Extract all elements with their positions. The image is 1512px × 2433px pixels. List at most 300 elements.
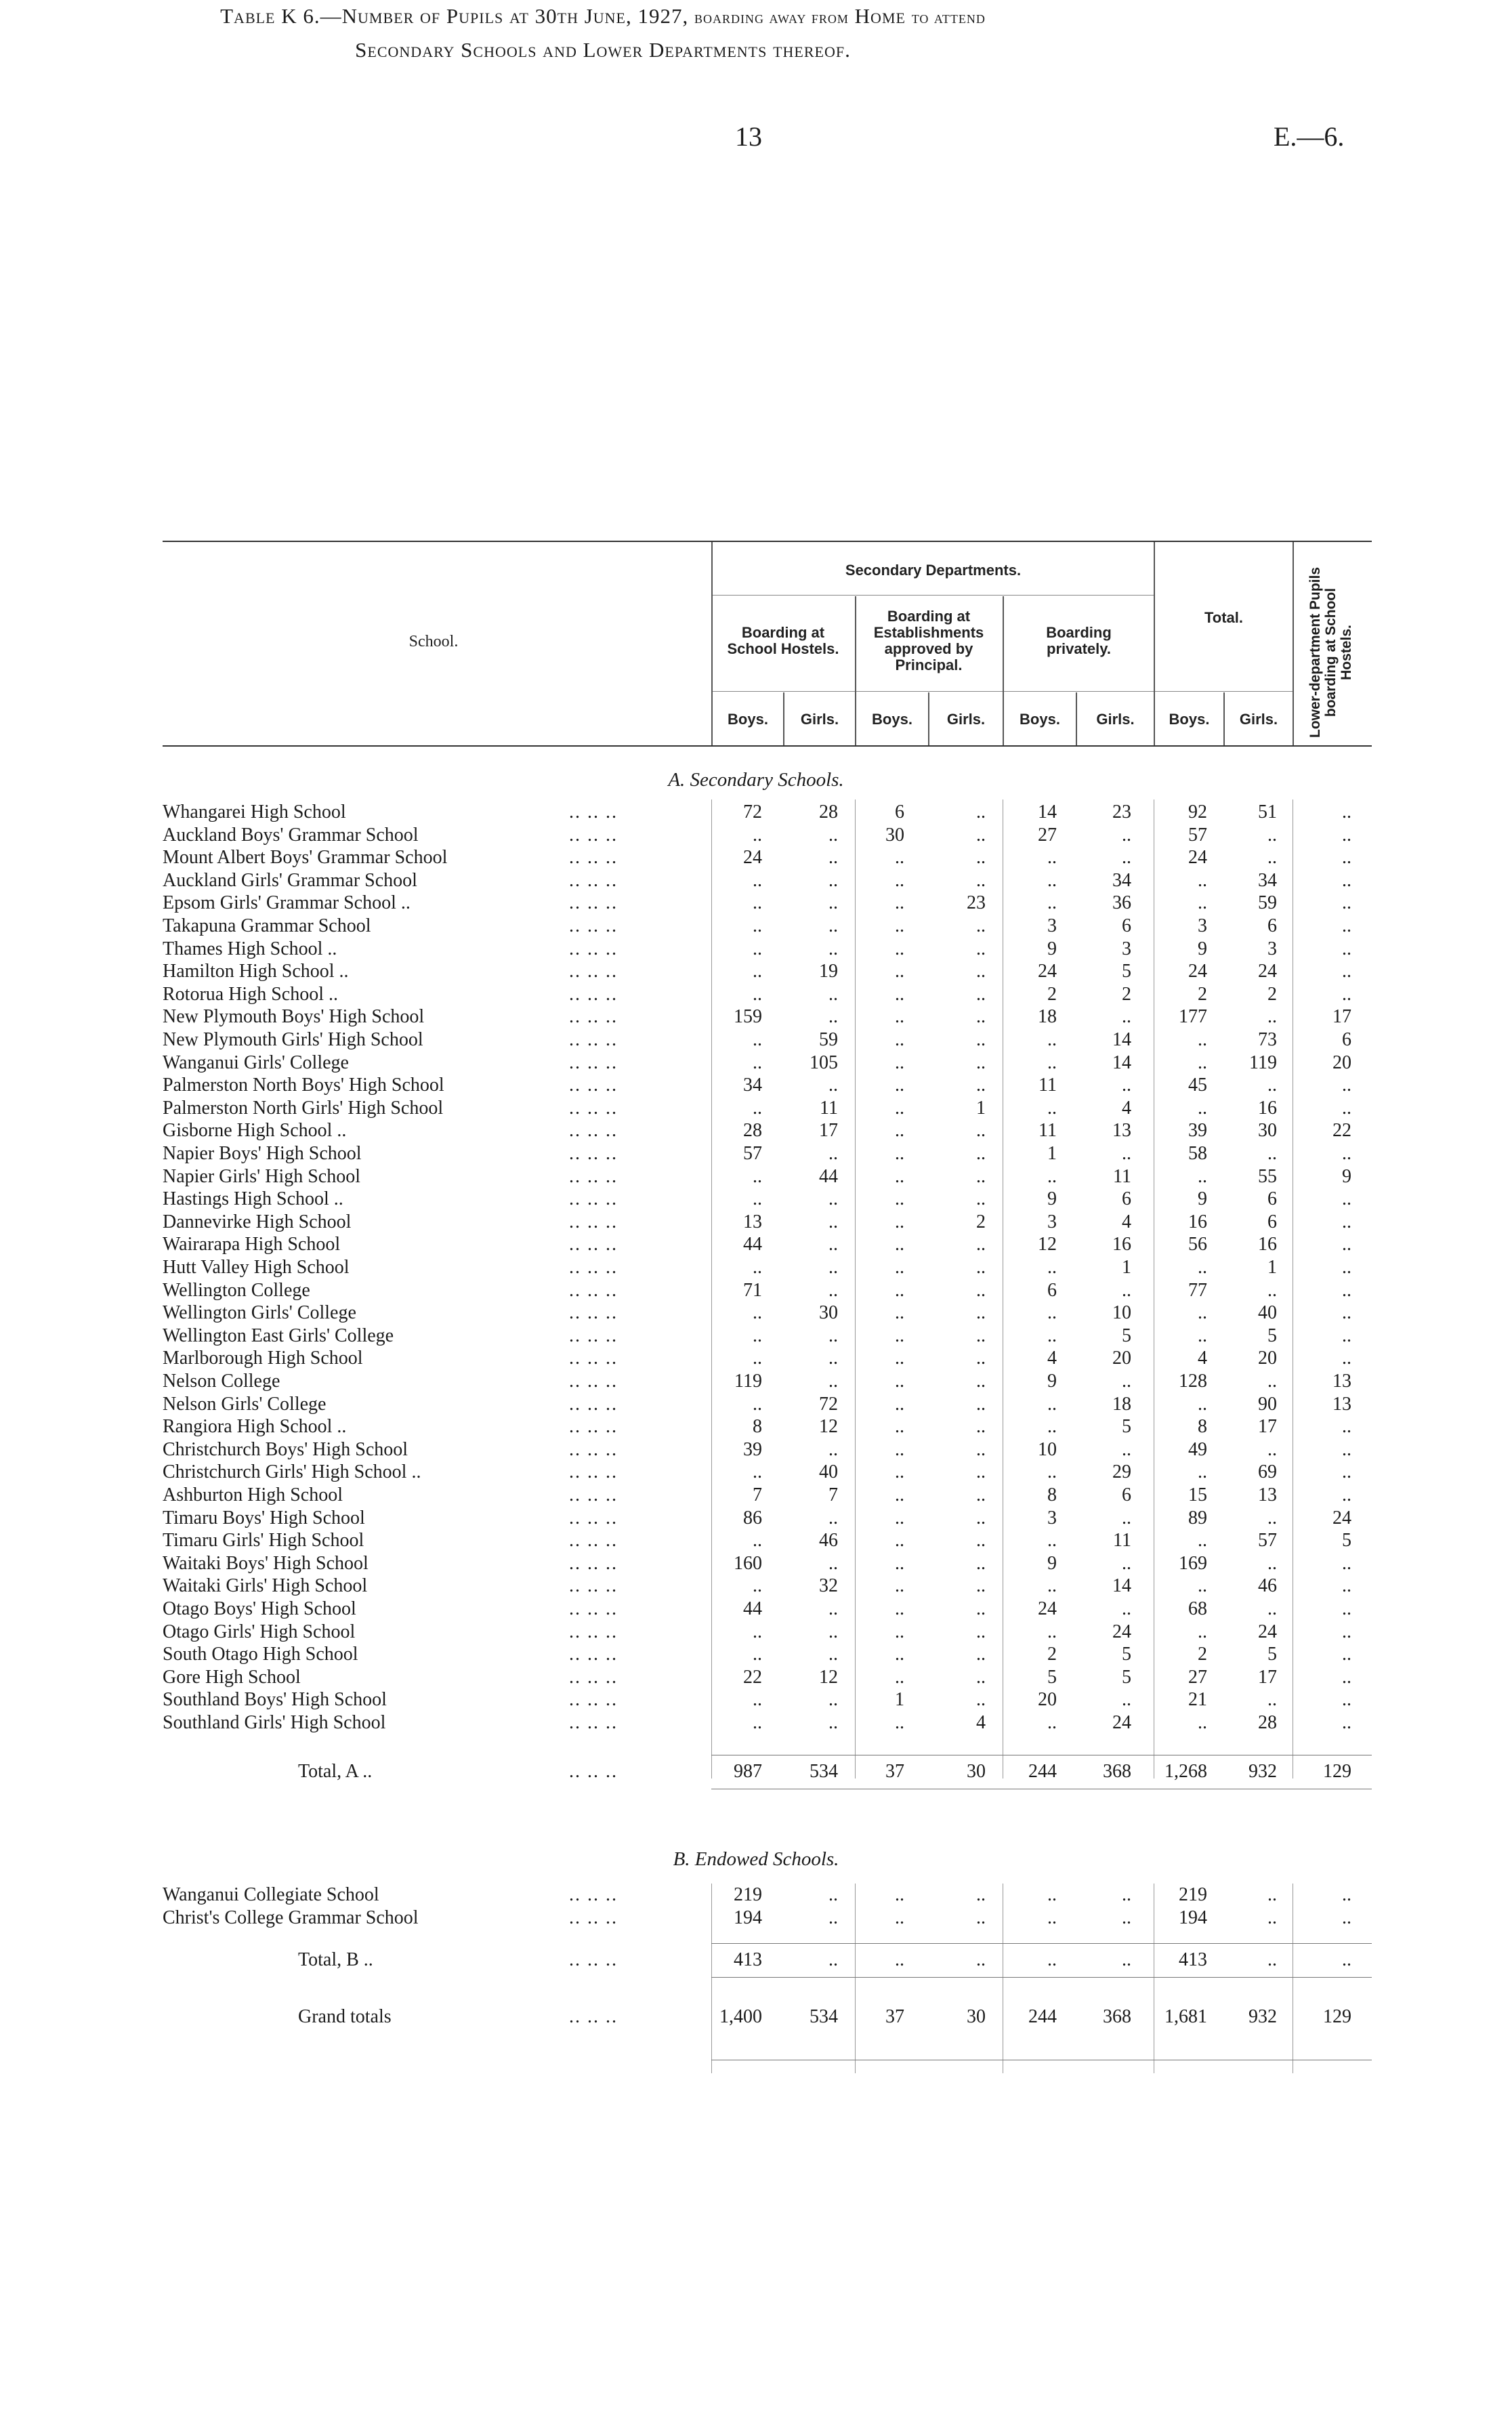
page-number: 13 bbox=[735, 121, 762, 152]
cell-gp: 36 bbox=[1112, 892, 1131, 913]
cell-gt: .. bbox=[1267, 1884, 1277, 1905]
total-label: Total, B .. bbox=[298, 1949, 373, 1970]
cell-gh: 19 bbox=[819, 961, 838, 982]
school-name: Epsom Girls' Grammar School .. bbox=[163, 892, 411, 913]
cell-bp: .. bbox=[1047, 847, 1057, 868]
cell-gh: .. bbox=[828, 1907, 838, 1928]
cell-ge: .. bbox=[976, 1075, 986, 1096]
table-row bbox=[0, 1393, 1512, 1416]
cell-gt: 55 bbox=[1258, 1166, 1277, 1187]
table-row bbox=[0, 1507, 1512, 1530]
page-reference: E.—6. bbox=[1274, 121, 1345, 152]
cell-be: 30 bbox=[885, 825, 904, 846]
cell-bt: 21 bbox=[1188, 1689, 1207, 1710]
cell-gp: .. bbox=[1122, 1439, 1131, 1460]
leader-dots: .. .. .. bbox=[569, 1621, 618, 1642]
cell-bh: .. bbox=[753, 1644, 762, 1665]
cell-be: .. bbox=[895, 1644, 904, 1665]
cell-be: 37 bbox=[885, 1761, 904, 1782]
leader-dots: .. .. .. bbox=[569, 1575, 618, 1596]
cell-bp: .. bbox=[1047, 1530, 1057, 1551]
school-name: Christ's College Grammar School bbox=[163, 1907, 419, 1928]
cell-bt: 24 bbox=[1188, 961, 1207, 982]
cell-ld: .. bbox=[1342, 1644, 1351, 1665]
cell-ge: .. bbox=[976, 1348, 986, 1369]
cell-be: 1 bbox=[895, 1689, 904, 1710]
leader-dots: .. .. .. bbox=[569, 1052, 618, 1073]
cell-gt: 3 bbox=[1267, 938, 1277, 959]
table-row bbox=[0, 1907, 1512, 1930]
school-name: Hutt Valley High School bbox=[163, 1257, 350, 1278]
boarding-establishments-header: Boarding at Establishments approved by Principal. bbox=[873, 608, 984, 673]
cell-gh: 17 bbox=[819, 1120, 838, 1141]
table-title-part2: boarding away from bbox=[694, 7, 849, 27]
cell-gh: 30 bbox=[819, 1302, 838, 1323]
lower-department-header: Lower-department Pupils boarding at School Hostels. bbox=[1307, 566, 1354, 739]
school-name: Ashburton High School bbox=[163, 1484, 343, 1505]
table-row bbox=[0, 1097, 1512, 1120]
school-name: Otago Boys' High School bbox=[163, 1598, 356, 1619]
cell-ge: .. bbox=[976, 1530, 986, 1551]
cell-ge: .. bbox=[976, 1325, 986, 1346]
cell-gh: .. bbox=[828, 1884, 838, 1905]
school-name: Takapuna Grammar School bbox=[163, 915, 371, 936]
total-b-rule bbox=[711, 1943, 1372, 1944]
cell-bh: 413 bbox=[734, 1949, 762, 1970]
cell-ge: .. bbox=[976, 1416, 986, 1437]
leader-dots: .. .. .. bbox=[569, 1598, 618, 1619]
cell-ge: .. bbox=[976, 961, 986, 982]
leader-dots: .. .. .. bbox=[569, 1712, 618, 1733]
cell-gh: 105 bbox=[810, 1052, 838, 1073]
cell-gt: 932 bbox=[1248, 1761, 1277, 1782]
secondary-departments-header: Secondary Departments. bbox=[845, 562, 1022, 579]
leader-dots: .. .. .. bbox=[569, 1234, 618, 1255]
cell-ld: .. bbox=[1342, 984, 1351, 1005]
cell-ge: .. bbox=[976, 1907, 986, 1928]
cell-gh: .. bbox=[828, 1211, 838, 1232]
cell-bp: .. bbox=[1047, 1166, 1057, 1187]
cell-be: .. bbox=[895, 1325, 904, 1346]
boys-total-header: Boys. bbox=[1169, 711, 1210, 728]
cell-bp: .. bbox=[1047, 1325, 1057, 1346]
total-header: Total. bbox=[1204, 609, 1244, 626]
cell-gp: 24 bbox=[1112, 1621, 1131, 1642]
cell-ge: .. bbox=[976, 984, 986, 1005]
table-title-prefix: Table K 6. bbox=[220, 4, 320, 28]
cell-gt: 119 bbox=[1249, 1052, 1277, 1073]
total-b-row bbox=[0, 1949, 1512, 1972]
cell-be: .. bbox=[895, 1621, 904, 1642]
cell-bh: 8 bbox=[753, 1416, 762, 1437]
cell-bt: 68 bbox=[1188, 1598, 1207, 1619]
cell-bh: .. bbox=[753, 1325, 762, 1346]
table-row bbox=[0, 1119, 1512, 1142]
leader-dots: .. .. .. bbox=[569, 1884, 618, 1905]
cell-ld: .. bbox=[1342, 915, 1351, 936]
cell-bp: 27 bbox=[1038, 825, 1057, 846]
cell-ld: 9 bbox=[1342, 1166, 1351, 1187]
cell-gt: .. bbox=[1267, 1075, 1277, 1096]
cell-gh: .. bbox=[828, 1075, 838, 1096]
table-row bbox=[0, 1711, 1512, 1734]
cell-be: .. bbox=[895, 1530, 904, 1551]
cell-gp: .. bbox=[1122, 1598, 1131, 1619]
cell-bh: .. bbox=[753, 870, 762, 891]
cell-bh: 71 bbox=[743, 1280, 762, 1301]
cell-ge: .. bbox=[976, 1689, 986, 1710]
cell-bh: 1,400 bbox=[719, 2006, 762, 2027]
table-title-part4: to attend bbox=[911, 7, 986, 27]
cell-gh: 40 bbox=[819, 1461, 838, 1482]
table-row bbox=[0, 1005, 1512, 1028]
cell-bt: 2 bbox=[1198, 1644, 1207, 1665]
cell-bp: .. bbox=[1047, 1302, 1057, 1323]
cell-gp: 14 bbox=[1112, 1029, 1131, 1050]
cell-ld: .. bbox=[1342, 1098, 1351, 1119]
boys-establishments-header: Boys. bbox=[872, 711, 912, 728]
cell-gt: .. bbox=[1267, 1143, 1277, 1164]
cell-gh: .. bbox=[828, 1507, 838, 1529]
cell-be: .. bbox=[895, 1371, 904, 1392]
cell-gt: 28 bbox=[1258, 1712, 1277, 1733]
leader-dots: .. .. .. bbox=[569, 847, 618, 868]
cell-bt: .. bbox=[1198, 1325, 1207, 1346]
boys-privately-header: Boys. bbox=[1020, 711, 1060, 728]
school-name: Marlborough High School bbox=[163, 1348, 363, 1369]
cell-gh: .. bbox=[828, 892, 838, 913]
table-row bbox=[0, 1643, 1512, 1666]
cell-bt: 9 bbox=[1198, 1188, 1207, 1209]
cell-gh: .. bbox=[828, 1439, 838, 1460]
cell-gt: 69 bbox=[1258, 1461, 1277, 1482]
cell-ld: .. bbox=[1342, 1884, 1351, 1905]
school-name: Nelson Girls' College bbox=[163, 1394, 327, 1415]
cell-ge: .. bbox=[976, 1143, 986, 1164]
cell-be: .. bbox=[895, 1029, 904, 1050]
cell-bt: 45 bbox=[1188, 1075, 1207, 1096]
cell-bt: .. bbox=[1198, 1394, 1207, 1415]
cell-gh: 59 bbox=[819, 1029, 838, 1050]
cell-gh: 28 bbox=[819, 802, 838, 823]
cell-bt: .. bbox=[1198, 1621, 1207, 1642]
cell-bp: 244 bbox=[1028, 2006, 1057, 2027]
school-name: Christchurch Boys' High School bbox=[163, 1439, 408, 1460]
table-row bbox=[0, 1529, 1512, 1552]
cell-ge: .. bbox=[976, 1029, 986, 1050]
leader-dots: .. .. .. bbox=[569, 1120, 618, 1141]
leader-dots: .. .. .. bbox=[569, 892, 618, 913]
table-row bbox=[0, 915, 1512, 938]
cell-gt: 20 bbox=[1258, 1348, 1277, 1369]
table-row bbox=[0, 1142, 1512, 1165]
leader-dots: .. .. .. bbox=[569, 1530, 618, 1551]
cell-bh: .. bbox=[753, 1302, 762, 1323]
cell-ge: .. bbox=[976, 825, 986, 846]
table-row bbox=[0, 1188, 1512, 1211]
cell-bt: .. bbox=[1198, 892, 1207, 913]
cell-gt: 30 bbox=[1258, 1120, 1277, 1141]
cell-bh: .. bbox=[753, 1575, 762, 1596]
cell-be: .. bbox=[895, 1280, 904, 1301]
cell-ld: .. bbox=[1342, 1188, 1351, 1209]
leader-dots: .. .. .. bbox=[569, 1075, 618, 1096]
cell-bp: 8 bbox=[1047, 1484, 1057, 1505]
cell-bp: 1 bbox=[1047, 1143, 1057, 1164]
cell-bt: .. bbox=[1198, 1257, 1207, 1278]
cell-bt: 2 bbox=[1198, 984, 1207, 1005]
cell-bh: 24 bbox=[743, 847, 762, 868]
leader-dots: .. .. .. bbox=[569, 1394, 618, 1415]
cell-be: .. bbox=[895, 892, 904, 913]
cell-bt: 89 bbox=[1188, 1507, 1207, 1529]
cell-gt: 1 bbox=[1267, 1257, 1277, 1278]
cell-ld: 6 bbox=[1342, 1029, 1351, 1050]
cell-gp: 368 bbox=[1103, 2006, 1131, 2027]
cell-be: .. bbox=[895, 1394, 904, 1415]
school-name: Wanganui Girls' College bbox=[163, 1052, 349, 1073]
cell-gp: .. bbox=[1122, 847, 1131, 868]
cell-bp: .. bbox=[1047, 870, 1057, 891]
cell-gh: 534 bbox=[810, 1761, 838, 1782]
cell-gp: 368 bbox=[1103, 1761, 1131, 1782]
cell-gp: .. bbox=[1122, 1689, 1131, 1710]
cell-gh: .. bbox=[828, 1143, 838, 1164]
cell-gt: 6 bbox=[1267, 1188, 1277, 1209]
cell-gh: .. bbox=[828, 1257, 838, 1278]
cell-gp: 11 bbox=[1113, 1166, 1131, 1187]
cell-bh: 7 bbox=[753, 1484, 762, 1505]
cell-bp: 3 bbox=[1047, 915, 1057, 936]
cell-be: .. bbox=[895, 1575, 904, 1596]
school-name: Waitaki Girls' High School bbox=[163, 1575, 368, 1596]
cell-bh: 57 bbox=[743, 1143, 762, 1164]
cell-gp: 18 bbox=[1112, 1394, 1131, 1415]
cell-gh: .. bbox=[828, 1371, 838, 1392]
table-row bbox=[0, 1302, 1512, 1325]
school-name: Hamilton High School .. bbox=[163, 961, 349, 982]
table-row bbox=[0, 1688, 1512, 1711]
cell-bh: .. bbox=[753, 1530, 762, 1551]
cell-gp: 5 bbox=[1122, 1416, 1131, 1437]
total-label: Grand totals bbox=[298, 2006, 392, 2027]
cell-be: .. bbox=[895, 1667, 904, 1688]
cell-ld: .. bbox=[1342, 1234, 1351, 1255]
leader-dots: .. .. .. bbox=[569, 2006, 618, 2027]
cell-gp: 20 bbox=[1112, 1348, 1131, 1369]
table-row bbox=[0, 960, 1512, 983]
cell-gp: .. bbox=[1122, 1143, 1131, 1164]
cell-ld: .. bbox=[1342, 1712, 1351, 1733]
cell-be: .. bbox=[895, 1143, 904, 1164]
cell-be: .. bbox=[895, 1907, 904, 1928]
leader-dots: .. .. .. bbox=[569, 961, 618, 982]
cell-bh: .. bbox=[753, 1166, 762, 1187]
cell-bp: 14 bbox=[1038, 802, 1057, 823]
cell-be: .. bbox=[895, 1507, 904, 1529]
cell-bp: 24 bbox=[1038, 1598, 1057, 1619]
cell-ge: .. bbox=[976, 1052, 986, 1073]
cell-ld: .. bbox=[1342, 1280, 1351, 1301]
cell-ld: .. bbox=[1342, 1484, 1351, 1505]
leader-dots: .. .. .. bbox=[569, 1280, 618, 1301]
cell-ge: 4 bbox=[976, 1712, 986, 1733]
cell-ld: .. bbox=[1342, 1075, 1351, 1096]
table-row bbox=[0, 801, 1512, 824]
cell-bh: 119 bbox=[734, 1371, 762, 1392]
cell-gt: .. bbox=[1267, 1280, 1277, 1301]
cell-gp: 16 bbox=[1112, 1234, 1131, 1255]
cell-ld: .. bbox=[1342, 1348, 1351, 1369]
cell-bp: .. bbox=[1047, 1394, 1057, 1415]
cell-gt: 34 bbox=[1258, 870, 1277, 891]
cell-bt: 9 bbox=[1198, 938, 1207, 959]
cell-bh: 159 bbox=[734, 1006, 762, 1027]
cell-bt: 16 bbox=[1188, 1211, 1207, 1232]
leader-dots: .. .. .. bbox=[569, 1325, 618, 1346]
cell-ld: .. bbox=[1342, 1325, 1351, 1346]
cell-gt: .. bbox=[1267, 1439, 1277, 1460]
cell-bp: .. bbox=[1047, 1416, 1057, 1437]
cell-gt: 24 bbox=[1258, 1621, 1277, 1642]
cell-gh: .. bbox=[828, 1006, 838, 1027]
table-row bbox=[0, 1552, 1512, 1575]
leader-dots: .. .. .. bbox=[569, 1644, 618, 1665]
cell-be: .. bbox=[895, 1166, 904, 1187]
leader-dots: .. .. .. bbox=[569, 825, 618, 846]
cell-bp: 12 bbox=[1038, 1234, 1057, 1255]
cell-ld: 5 bbox=[1342, 1530, 1351, 1551]
cell-gp: 14 bbox=[1112, 1052, 1131, 1073]
cell-ge: .. bbox=[976, 1553, 986, 1574]
cell-be: .. bbox=[895, 915, 904, 936]
leader-dots: .. .. .. bbox=[569, 1302, 618, 1323]
cell-be: .. bbox=[895, 1188, 904, 1209]
cell-ld: .. bbox=[1342, 870, 1351, 891]
cell-bp: 10 bbox=[1038, 1439, 1057, 1460]
school-name: South Otago High School bbox=[163, 1644, 358, 1665]
cell-gp: .. bbox=[1122, 1907, 1131, 1928]
cell-gh: .. bbox=[828, 1621, 838, 1642]
cell-gh: 12 bbox=[819, 1416, 838, 1437]
cell-bh: 987 bbox=[734, 1761, 762, 1782]
cell-bp: 18 bbox=[1038, 1006, 1057, 1027]
cell-gp: 4 bbox=[1122, 1211, 1131, 1232]
table-row bbox=[0, 824, 1512, 847]
school-name: Gisborne High School .. bbox=[163, 1120, 347, 1141]
cell-bh: .. bbox=[753, 1029, 762, 1050]
cell-gh: .. bbox=[828, 847, 838, 868]
cell-bt: 413 bbox=[1179, 1949, 1207, 1970]
cell-gp: 5 bbox=[1122, 961, 1131, 982]
cell-gt: .. bbox=[1267, 1553, 1277, 1574]
header-bottom-rule bbox=[163, 745, 1372, 747]
cell-bp: .. bbox=[1047, 1257, 1057, 1278]
leader-dots: .. .. .. bbox=[569, 1143, 618, 1164]
cell-be: 37 bbox=[885, 2006, 904, 2027]
cell-bt: 24 bbox=[1188, 847, 1207, 868]
cell-gt: 51 bbox=[1258, 802, 1277, 823]
leader-dots: .. .. .. bbox=[569, 1348, 618, 1369]
cell-gt: 5 bbox=[1267, 1644, 1277, 1665]
school-name: Nelson College bbox=[163, 1371, 280, 1392]
table-row bbox=[0, 1666, 1512, 1689]
cell-bt: .. bbox=[1198, 870, 1207, 891]
school-name: Southland Girls' High School bbox=[163, 1712, 386, 1733]
cell-ge: .. bbox=[976, 1257, 986, 1278]
cell-gt: .. bbox=[1267, 1689, 1277, 1710]
cell-bt: 56 bbox=[1188, 1234, 1207, 1255]
cell-gh: .. bbox=[828, 1280, 838, 1301]
cell-bt: 169 bbox=[1179, 1553, 1207, 1574]
cell-gp: 5 bbox=[1122, 1325, 1131, 1346]
school-name: Wellington Girls' College bbox=[163, 1302, 356, 1323]
school-name: Palmerston North Girls' High School bbox=[163, 1098, 444, 1119]
leader-dots: .. .. .. bbox=[569, 1761, 618, 1782]
cell-be: .. bbox=[895, 1712, 904, 1733]
cell-bh: .. bbox=[753, 892, 762, 913]
cell-bt: 194 bbox=[1179, 1907, 1207, 1928]
cell-be: .. bbox=[895, 938, 904, 959]
cell-gh: 11 bbox=[820, 1098, 838, 1119]
cell-ge: .. bbox=[976, 1461, 986, 1482]
cell-gt: 16 bbox=[1258, 1098, 1277, 1119]
cell-ge: .. bbox=[976, 870, 986, 891]
cell-be: .. bbox=[895, 1416, 904, 1437]
cell-ld: .. bbox=[1342, 1257, 1351, 1278]
boarding-hostels-header: Boarding at School Hostels. bbox=[727, 624, 839, 657]
total-label: Total, A .. bbox=[298, 1761, 373, 1782]
cell-gt: .. bbox=[1267, 1006, 1277, 1027]
cell-gh: .. bbox=[828, 1712, 838, 1733]
grand-total-row bbox=[0, 2005, 1512, 2029]
cell-bh: .. bbox=[753, 1621, 762, 1642]
table-title-part1: Number of Pupils at 30th June, 1927, bbox=[341, 4, 689, 28]
cell-bh: 13 bbox=[743, 1211, 762, 1232]
leader-dots: .. .. .. bbox=[569, 1188, 618, 1209]
cell-bp: .. bbox=[1047, 1907, 1057, 1928]
cell-bh: .. bbox=[753, 825, 762, 846]
cell-ge: .. bbox=[976, 1188, 986, 1209]
cell-gt: .. bbox=[1267, 1371, 1277, 1392]
cell-bp: .. bbox=[1047, 1575, 1057, 1596]
cell-gt: 6 bbox=[1267, 1211, 1277, 1232]
cell-gp: .. bbox=[1122, 825, 1131, 846]
cell-be: .. bbox=[895, 1484, 904, 1505]
school-name: Mount Albert Boys' Grammar School bbox=[163, 847, 448, 868]
leader-dots: .. .. .. bbox=[569, 938, 618, 959]
cell-ld: 13 bbox=[1332, 1394, 1351, 1415]
cell-gh: 32 bbox=[819, 1575, 838, 1596]
cell-bh: .. bbox=[753, 1257, 762, 1278]
body-divider bbox=[855, 799, 856, 1779]
cell-gh: .. bbox=[828, 1325, 838, 1346]
cell-gh: 44 bbox=[819, 1166, 838, 1187]
cell-ld: .. bbox=[1342, 802, 1351, 823]
leader-dots: .. .. .. bbox=[569, 1098, 618, 1119]
cell-ld: 129 bbox=[1323, 2006, 1351, 2027]
cell-bh: 160 bbox=[734, 1553, 762, 1574]
cell-gp: 6 bbox=[1122, 1188, 1131, 1209]
table-row bbox=[0, 1325, 1512, 1348]
cell-bh: 34 bbox=[743, 1075, 762, 1096]
cell-gp: 24 bbox=[1112, 1712, 1131, 1733]
cell-gh: .. bbox=[828, 938, 838, 959]
cell-be: .. bbox=[895, 1461, 904, 1482]
leader-dots: .. .. .. bbox=[569, 1689, 618, 1710]
table-title-line-1 bbox=[0, 0, 1206, 34]
cell-bp: .. bbox=[1047, 1098, 1057, 1119]
